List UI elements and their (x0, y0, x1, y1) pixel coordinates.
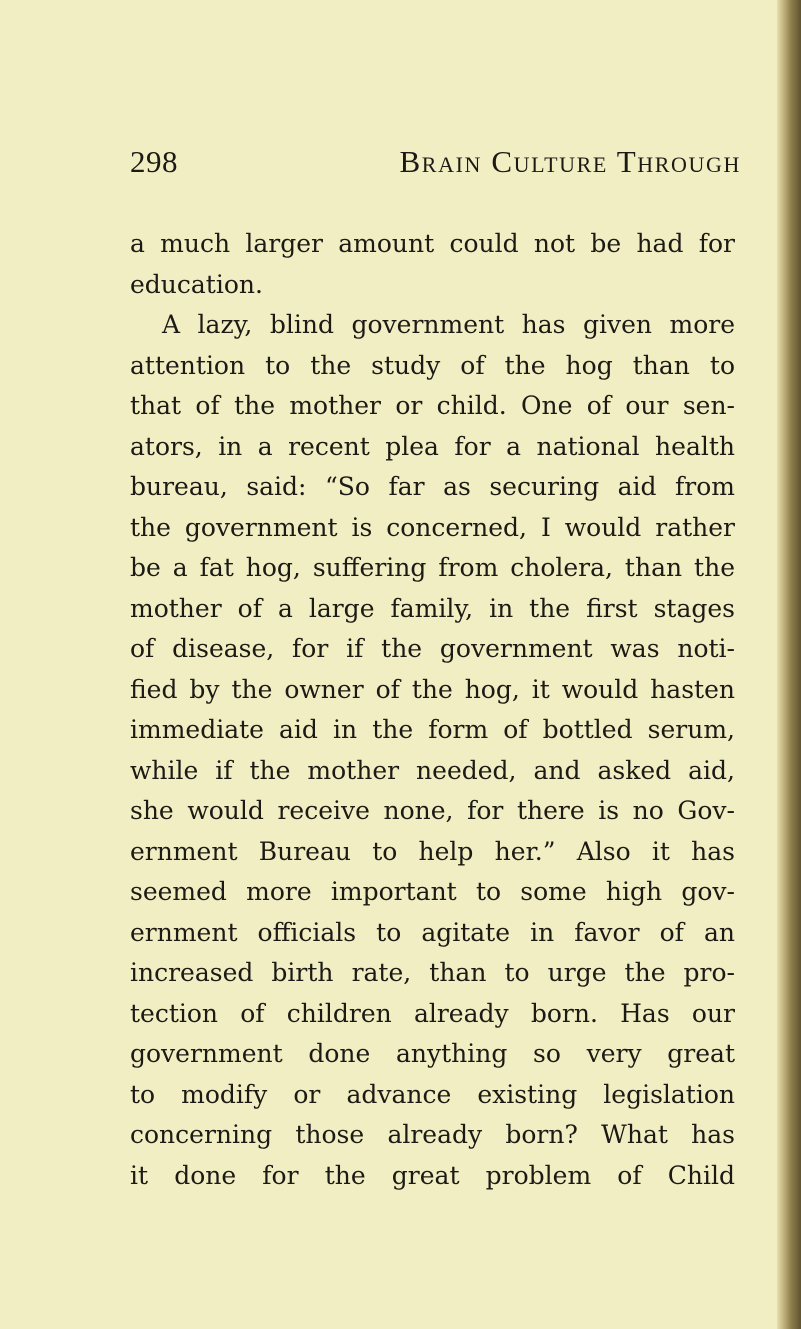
page-header (130, 142, 741, 182)
text-line: to modify or advance existing legislation (130, 1079, 735, 1109)
text-line: government done anything so very great (130, 1039, 735, 1068)
text-line: mother of a large family, in the first stages (130, 593, 735, 623)
text-line: concerning those already born? What has (130, 1120, 735, 1149)
text-line: ernment Bureau to help her.” Also it has (130, 836, 735, 866)
text-line: that of the mother or child. One of our sen- (130, 391, 735, 420)
text-line: seemed more important to some high gov- (130, 877, 735, 906)
text-line: immediate aid in the form of bottled serum, (130, 715, 735, 744)
text-line: increased birth rate, than to urge the pro- (130, 958, 735, 987)
text-line: attention to the study of the hog than to (130, 350, 735, 380)
page-edge-shadow (777, 0, 801, 1329)
running-head: Brain Culture Through (399, 144, 741, 179)
text-line: bureau, said: “So far as securing aid from (130, 472, 735, 501)
text-line: of disease, for if the government was noti- (130, 634, 735, 663)
text-line: ators, in a recent plea for a national health (130, 431, 735, 461)
text-line: while if the mother needed, and asked aid, (130, 755, 735, 785)
page-number: 298 (130, 144, 178, 179)
text-line: tection of children already born. Has our (130, 998, 735, 1028)
text-line: A lazy, blind government has given more (162, 310, 735, 339)
text-line: a much larger amount could not be had for (130, 229, 735, 258)
text-line: fied by the owner of the hog, it would hasten (130, 674, 735, 704)
text-line: education. (130, 269, 263, 299)
text-line: she would receive none, for there is no Gov- (130, 796, 735, 825)
text-line: it done for the great problem of Child (130, 1160, 735, 1190)
text-line: be a fat hog, suffering from cholera, than the (130, 553, 735, 582)
text-line: ernment officials to agitate in favor of an (130, 917, 735, 947)
text-line: the government is concerned, I would rather (130, 512, 735, 542)
body-text (130, 224, 735, 1196)
